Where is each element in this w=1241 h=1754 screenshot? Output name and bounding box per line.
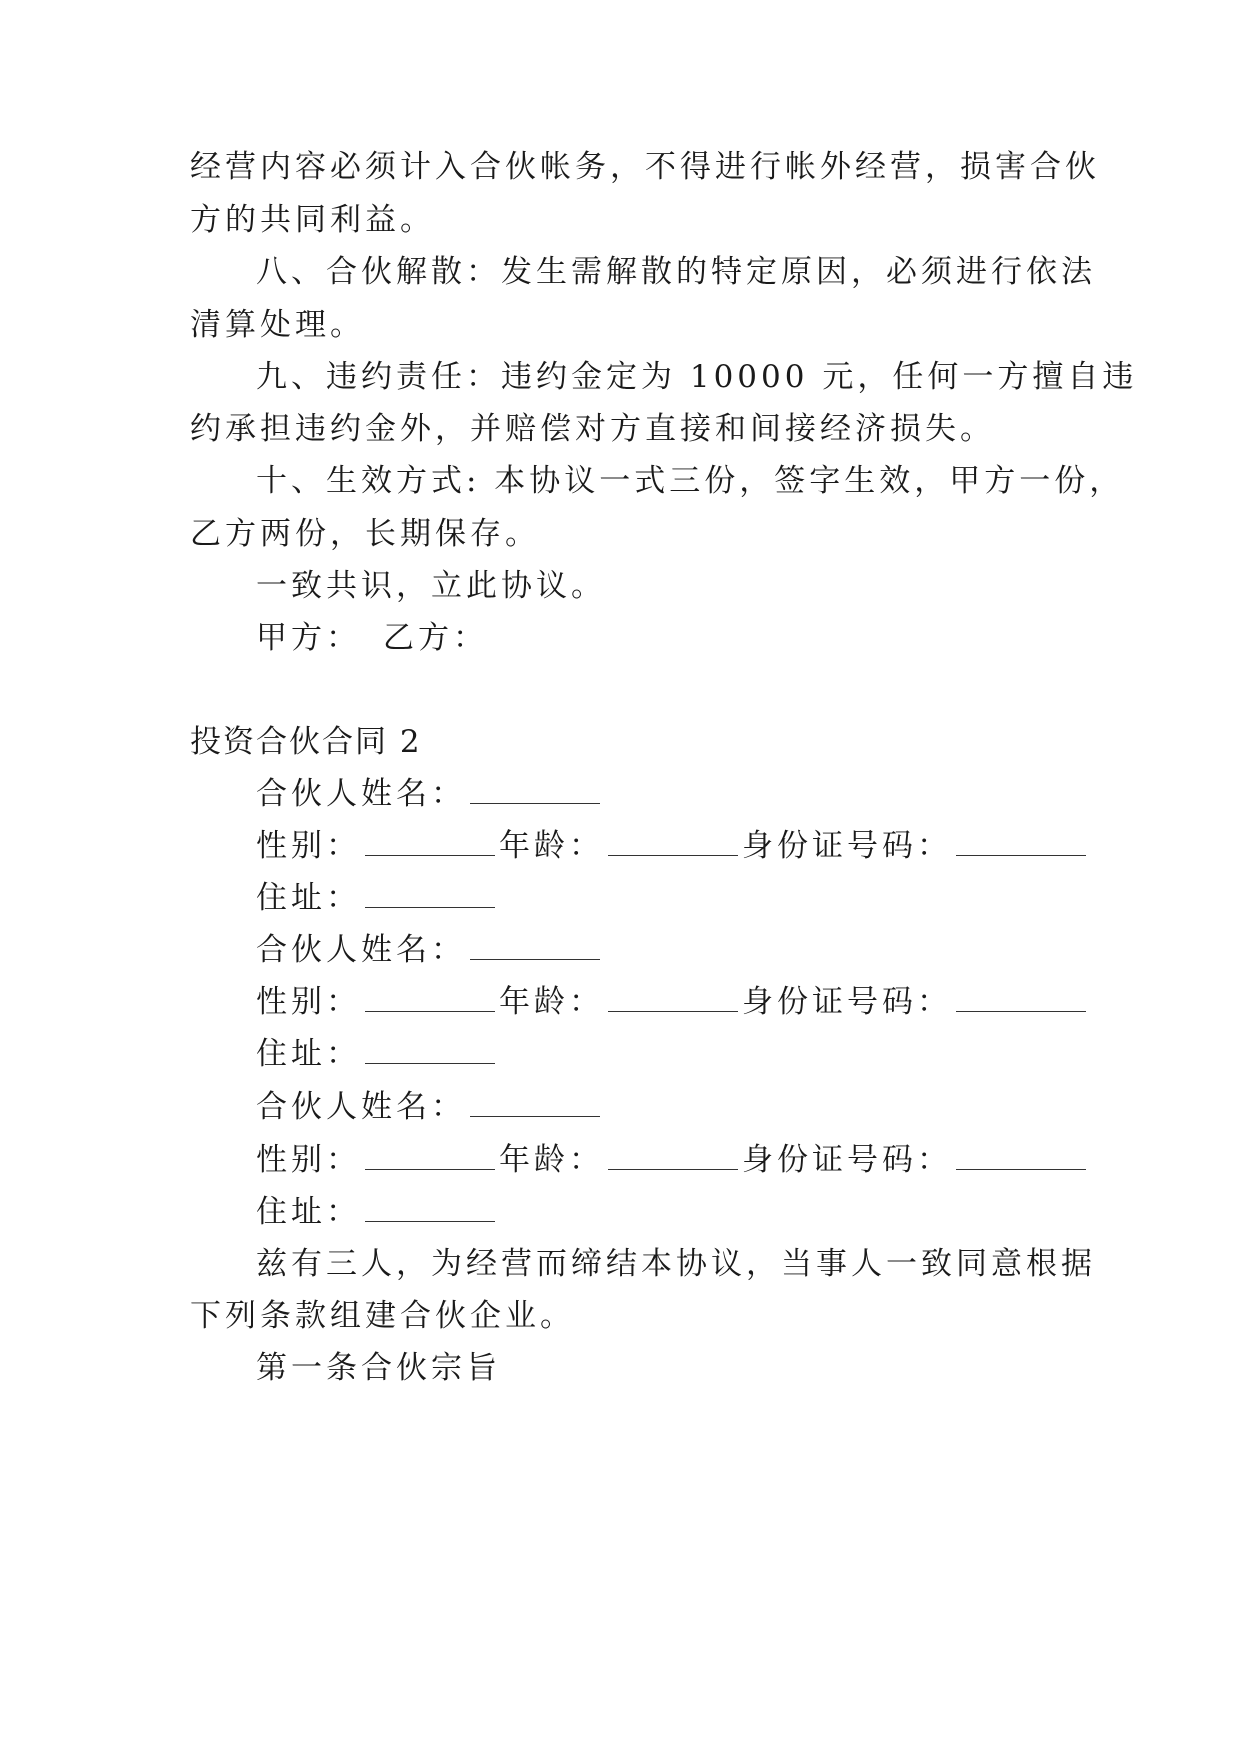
- blank-field[interactable]: [608, 1143, 738, 1170]
- agreement-intro-line: 兹有三人，为经营而缔结本协议，当事人一致同意根据: [256, 1246, 1096, 1282]
- gender-label: 性别：: [256, 828, 361, 864]
- party-b-label: 乙方：: [383, 620, 488, 656]
- clause-9-line: 约承担违约金外，并赔偿对方直接和间接经济损失。: [190, 411, 995, 447]
- clause-10-line: 乙方两份，长期保存。: [190, 516, 540, 552]
- blank-field[interactable]: [470, 933, 600, 960]
- partner-1-address-row: [256, 878, 499, 918]
- address-label: 住址：: [256, 1194, 361, 1230]
- blank-field[interactable]: [470, 777, 600, 804]
- partner-3-info-row: [256, 1140, 1090, 1180]
- agreement-intro-line: 下列条款组建合伙企业。: [190, 1298, 575, 1334]
- blank-field[interactable]: [365, 881, 495, 908]
- age-label: 年龄：: [499, 828, 604, 864]
- partner-2-info-row: [256, 982, 1090, 1022]
- paragraph-line: 经营内容必须计入合伙帐务，不得进行帐外经营，损害合伙: [190, 149, 1100, 185]
- address-label: 住址：: [256, 1036, 361, 1072]
- gender-label: 性别：: [256, 1142, 361, 1178]
- article-1-heading: 第一条合伙宗旨: [256, 1350, 501, 1386]
- blank-field[interactable]: [470, 1090, 600, 1117]
- blank-field[interactable]: [365, 829, 495, 856]
- paragraph-line: 方的共同利益。: [190, 202, 435, 238]
- partner-2-name-row: [256, 930, 604, 970]
- blank-field[interactable]: [956, 829, 1086, 856]
- partner-3-name-row: [256, 1087, 604, 1127]
- blank-field[interactable]: [365, 1195, 495, 1222]
- signature-line: [256, 618, 488, 658]
- clause-8-line: 八、合伙解散：发生需解散的特定原因，必须进行依法: [256, 254, 1096, 290]
- blank-field[interactable]: [608, 829, 738, 856]
- age-label: 年龄：: [499, 1142, 604, 1178]
- clause-10-line: 十、生效方式: 本协议一式三份，签字生效，甲方一份，: [256, 463, 1125, 499]
- contract-title: 投资合伙合同 2: [190, 724, 422, 760]
- clause-8-line: 清算处理。: [190, 307, 365, 343]
- blank-field[interactable]: [608, 985, 738, 1012]
- closing-statement: 一致共识，立此协议。: [256, 568, 606, 604]
- blank-field[interactable]: [956, 985, 1086, 1012]
- partner-name-label: 合伙人姓名：: [256, 1089, 466, 1125]
- blank-field[interactable]: [956, 1143, 1086, 1170]
- partner-3-address-row: [256, 1192, 499, 1232]
- blank-field[interactable]: [365, 1143, 495, 1170]
- blank-field[interactable]: [365, 985, 495, 1012]
- id-label: 身份证号码：: [742, 984, 952, 1020]
- id-label: 身份证号码：: [742, 1142, 952, 1178]
- clause-9-line: 九、违约责任：违约金定为 10000 元，任何一方擅自违: [256, 359, 1138, 395]
- partner-name-label: 合伙人姓名：: [256, 932, 466, 968]
- address-label: 住址：: [256, 880, 361, 916]
- partner-2-address-row: [256, 1034, 499, 1074]
- blank-field[interactable]: [365, 1037, 495, 1064]
- partner-1-name-row: [256, 774, 604, 814]
- id-label: 身份证号码：: [742, 828, 952, 864]
- gender-label: 性别：: [256, 984, 361, 1020]
- age-label: 年龄：: [499, 984, 604, 1020]
- partner-name-label: 合伙人姓名：: [256, 776, 466, 812]
- partner-1-info-row: [256, 826, 1090, 866]
- party-a-label: 甲方：: [256, 620, 361, 656]
